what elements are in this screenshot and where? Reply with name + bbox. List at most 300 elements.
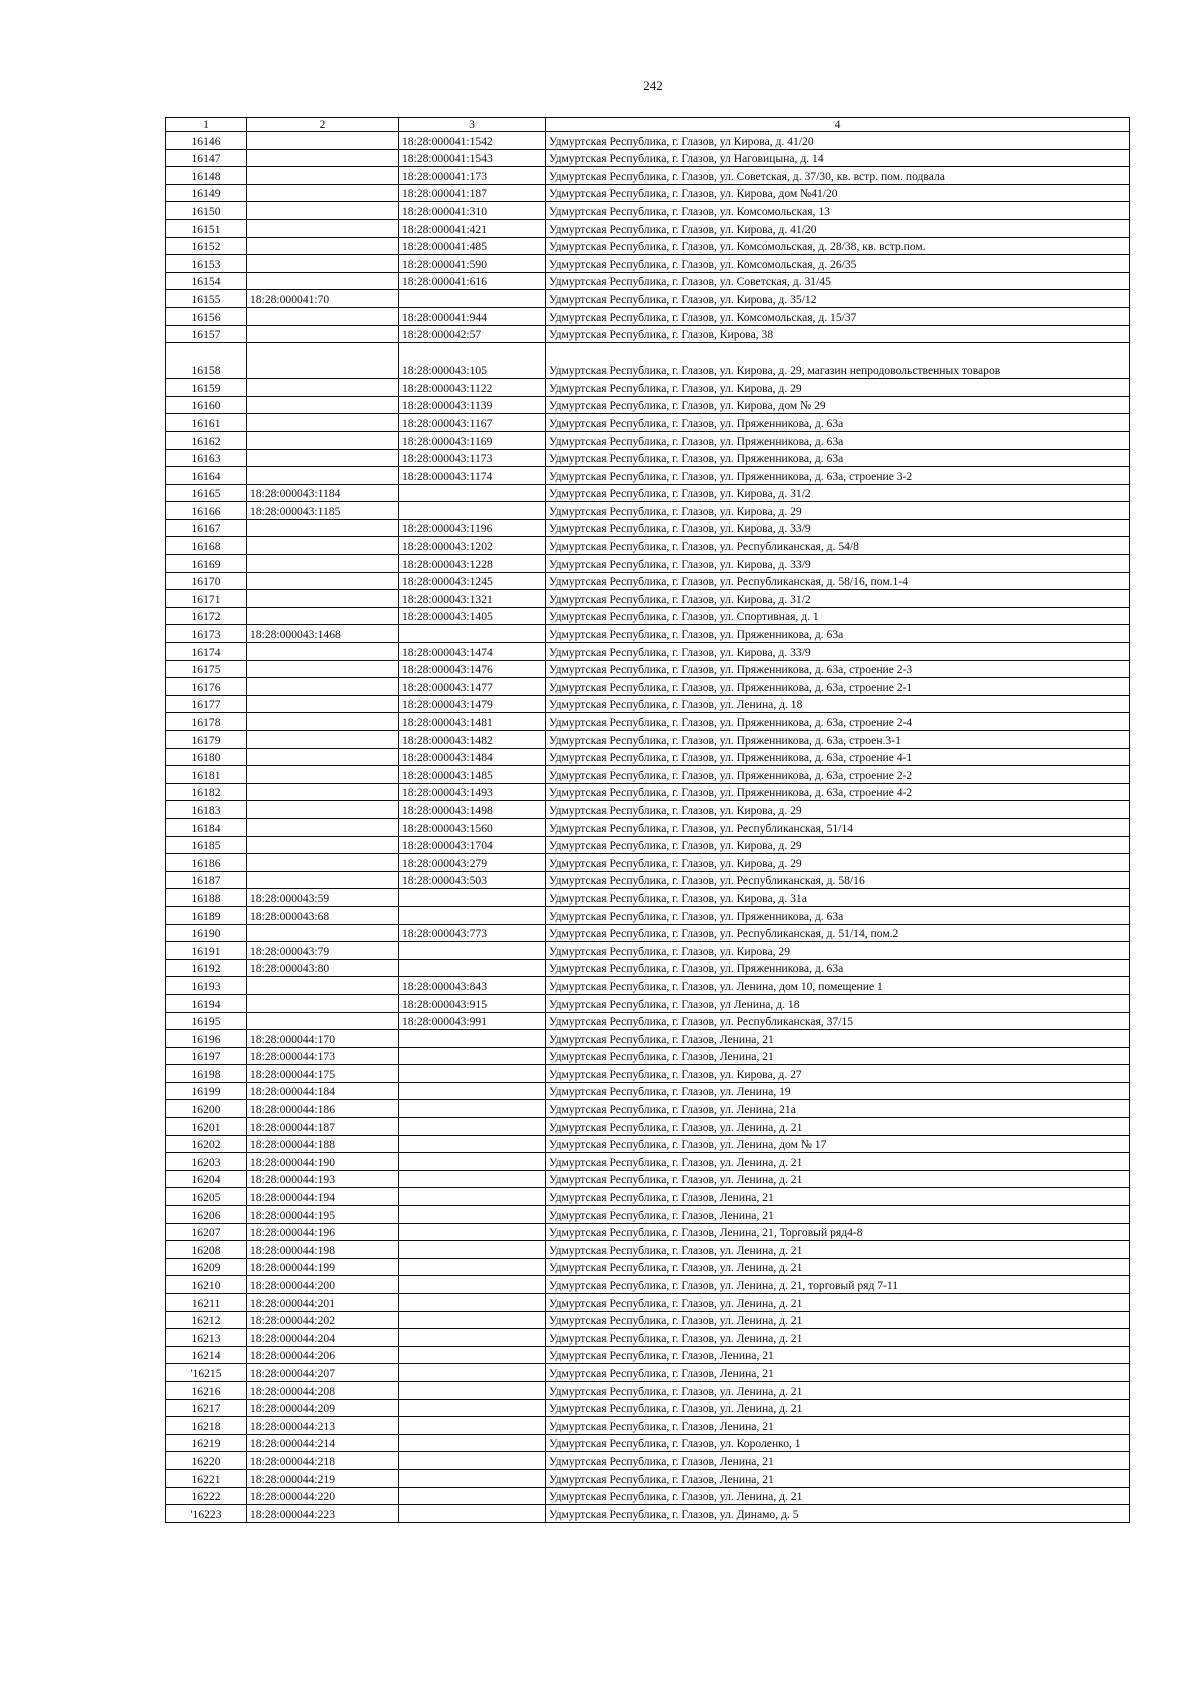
row-number: 16195 [166,1012,247,1030]
cadastral-number-col2: 18:28:000044:190 [247,1153,399,1171]
cadastral-number-col3 [399,1276,546,1294]
cadastral-number-col2 [247,818,399,836]
row-number: 16208 [166,1241,247,1259]
address: Удмуртская Республика, г. Глазов, ул Кирова, д. 41/20 [546,132,1130,150]
cadastral-number-col3: 18:28:000043:1479 [399,695,546,713]
address: Удмуртская Республика, г. Глазов, ул. Комсомольская, д. 28/38, кв. встр.пом. [546,237,1130,255]
cadastral-number-col3 [399,1030,546,1048]
table-row [166,1329,1130,1347]
row-number: 16192 [166,959,247,977]
cadastral-number-col2 [247,924,399,942]
address: Удмуртская Республика, г. Глазов, ул. Пряженникова, д. 63а [546,414,1130,432]
table-row [166,449,1130,467]
row-number: 16218 [166,1417,247,1435]
row-number: 16153 [166,255,247,273]
cadastral-number-col2: 18:28:000044:196 [247,1223,399,1241]
table-row [166,1311,1130,1329]
cadastral-number-col3 [399,942,546,960]
address: Удмуртская Республика, г. Глазов, ул. Ленина, д. 21 [546,1170,1130,1188]
row-number: 16162 [166,431,247,449]
address: Удмуртская Республика, г. Глазов, ул. Кирова, д. 35/12 [546,290,1130,308]
address: Удмуртская Республика, г. Глазов, ул. Кирова, д. 29 [546,836,1130,854]
address: Удмуртская Республика, г. Глазов, ул. Пряженникова, д. 63а [546,625,1130,643]
address: Удмуртская Республика, г. Глазов, ул. Кирова, д. 41/20 [546,219,1130,237]
cadastral-number-col3: 18:28:000043:915 [399,994,546,1012]
row-number: 16193 [166,977,247,995]
address: Удмуртская Республика, г. Глазов, ул. Пряженникова, д. 63а, строен.3-1 [546,731,1130,749]
table-row [166,1082,1130,1100]
row-number: '16215 [166,1364,247,1382]
table-row [166,783,1130,801]
cadastral-number-col3 [399,484,546,502]
table-row [166,1012,1130,1030]
row-number: 16170 [166,572,247,590]
address: Удмуртская Республика, г. Глазов, ул. Пряженникова, д. 63а, строение 2-1 [546,678,1130,696]
address: Удмуртская Республика, г. Глазов, ул. Кирова, д. 31/2 [546,484,1130,502]
address: Удмуртская Республика, г. Глазов, ул. Ленина, дом 10, помещение 1 [546,977,1130,995]
table-row [166,149,1130,167]
cadastral-number-col3 [399,1311,546,1329]
table-row [166,977,1130,995]
cadastral-number-col2 [247,219,399,237]
row-number: 16220 [166,1452,247,1470]
address: Удмуртская Республика, г. Глазов, ул. Кирова, д. 33/9 [546,519,1130,537]
cadastral-number-col2 [247,854,399,872]
cadastral-number-col2: 18:28:000043:79 [247,942,399,960]
cadastral-number-col3: 18:28:000043:1704 [399,836,546,854]
address: Удмуртская Республика, г. Глазов, ул. Республиканская, д. 54/8 [546,537,1130,555]
cadastral-number-col2 [247,836,399,854]
register-table [165,117,1130,1523]
row-number: 16217 [166,1399,247,1417]
table-row [166,1417,1130,1435]
row-number: 16163 [166,449,247,467]
address: Удмуртская Республика, г. Глазов, ул. Кирова, дом № 29 [546,396,1130,414]
table-header [166,118,1130,132]
row-number: 16197 [166,1047,247,1065]
cadastral-number-col3 [399,1329,546,1347]
row-number: 16181 [166,766,247,784]
table-row [166,1170,1130,1188]
cadastral-number-col2: 18:28:000044:223 [247,1505,399,1523]
table-row [166,184,1130,202]
cadastral-number-col3 [399,1241,546,1259]
row-number: 16186 [166,854,247,872]
cadastral-number-col3: 18:28:000043:1560 [399,818,546,836]
row-number: 16214 [166,1346,247,1364]
row-number: 16155 [166,290,247,308]
address: Удмуртская Республика, г. Глазов, ул. Пряженникова, д. 63а, строение 3-2 [546,467,1130,485]
table-row [166,1346,1130,1364]
table-row [166,272,1130,290]
cadastral-number-col3: 18:28:000043:1476 [399,660,546,678]
cadastral-number-col3 [399,1153,546,1171]
cadastral-number-col3: 18:28:000043:1484 [399,748,546,766]
address: Удмуртская Республика, г. Глазов, ул. Ленина, д. 21 [546,1399,1130,1417]
address: Удмуртская Республика, г. Глазов, ул. Кирова, дом №41/20 [546,184,1130,202]
column-header-number: 1 [166,118,247,132]
cadastral-number-col2: 18:28:000044:201 [247,1294,399,1312]
address: Удмуртская Республика, г. Глазов, ул. Пряженникова, д. 63а [546,431,1130,449]
cadastral-number-col3: 18:28:000043:105 [399,343,546,379]
cadastral-number-col2 [247,237,399,255]
address: Удмуртская Республика, г. Глазов, ул. Республиканская, д. 58/16, пом.1-4 [546,572,1130,590]
cadastral-number-col3 [399,1100,546,1118]
row-number: 16185 [166,836,247,854]
row-number: 16202 [166,1135,247,1153]
address: Удмуртская Республика, г. Глазов, Ленина, 21 [546,1417,1130,1435]
cadastral-number-col3 [399,1505,546,1523]
table-row [166,1188,1130,1206]
cadastral-number-col3 [399,1364,546,1382]
address: Удмуртская Республика, г. Глазов, Ленина, 21 [546,1030,1130,1048]
cadastral-number-col2: 18:28:000044:200 [247,1276,399,1294]
cadastral-number-col3 [399,959,546,977]
cadastral-number-col3 [399,1223,546,1241]
table-row [166,871,1130,889]
row-number: 16176 [166,678,247,696]
address: Удмуртская Республика, г. Глазов, ул. Пряженникова, д. 63а [546,959,1130,977]
table-row [166,1399,1130,1417]
cadastral-number-col3: 18:28:000043:1321 [399,590,546,608]
cadastral-number-col2 [247,643,399,661]
row-number: 16188 [166,889,247,907]
row-number: '16223 [166,1505,247,1523]
cadastral-number-col2: 18:28:000043:68 [247,906,399,924]
table-row [166,607,1130,625]
row-number: 16221 [166,1469,247,1487]
row-number: 16174 [166,643,247,661]
row-number: 16198 [166,1065,247,1083]
row-number: 16171 [166,590,247,608]
address: Удмуртская Республика, г. Глазов, Кирова, 38 [546,325,1130,343]
cadastral-number-col2: 18:28:000044:213 [247,1417,399,1435]
row-number: 16216 [166,1381,247,1399]
cadastral-number-col3: 18:28:000043:1482 [399,731,546,749]
cadastral-number-col3 [399,1082,546,1100]
address: Удмуртская Республика, г. Глазов, ул. Пряженникова, д. 63а, строение 2-2 [546,766,1130,784]
table-row [166,1047,1130,1065]
address: Удмуртская Республика, г. Глазов, ул. Советская, д. 37/30, кв. встр. пом. подвала [546,167,1130,185]
address: Удмуртская Республика, г. Глазов, ул. Кирова, д. 29 [546,854,1130,872]
address: Удмуртская Республика, г. Глазов, ул. Ленина, д. 21 [546,1118,1130,1136]
cadastral-number-col2: 18:28:000044:186 [247,1100,399,1118]
cadastral-number-col3: 18:28:000043:1139 [399,396,546,414]
cadastral-number-col3: 18:28:000043:1228 [399,555,546,573]
table-body [166,132,1130,1523]
table-row [166,1434,1130,1452]
address: Удмуртская Республика, г. Глазов, ул. Ленина, д. 21 [546,1294,1130,1312]
address: Удмуртская Республика, г. Глазов, ул Ленина, д. 18 [546,994,1130,1012]
address: Удмуртская Республика, г. Глазов, ул. Пряженникова, д. 63а, строение 4-1 [546,748,1130,766]
table-row [166,1241,1130,1259]
table-row [166,255,1130,273]
row-number: 16212 [166,1311,247,1329]
address: Удмуртская Республика, г. Глазов, Ленина, 21 [546,1346,1130,1364]
cadastral-number-col3: 18:28:000043:1169 [399,431,546,449]
address: Удмуртская Республика, г. Глазов, ул. Республиканская, 51/14 [546,818,1130,836]
address: Удмуртская Республика, г. Глазов, ул. Пряженникова, д. 63а [546,906,1130,924]
row-number: 16209 [166,1258,247,1276]
cadastral-number-col2 [247,449,399,467]
cadastral-number-col2 [247,977,399,995]
cadastral-number-col3: 18:28:000043:1173 [399,449,546,467]
cadastral-number-col2: 18:28:000044:198 [247,1241,399,1259]
address: Удмуртская Республика, г. Глазов, ул. Ленина, д. 21, торговый ряд 7-11 [546,1276,1130,1294]
cadastral-number-col2 [247,607,399,625]
cadastral-number-col2: 18:28:000044:207 [247,1364,399,1382]
cadastral-number-col3 [399,1188,546,1206]
cadastral-number-col2 [247,167,399,185]
address: Удмуртская Республика, г. Глазов, ул. Республиканская, 37/15 [546,1012,1130,1030]
column-header-cadastral-1: 2 [247,118,399,132]
cadastral-number-col3 [399,1135,546,1153]
address: Удмуртская Республика, г. Глазов, ул. Ленина, 19 [546,1082,1130,1100]
cadastral-number-col2 [247,149,399,167]
row-number: 16158 [166,343,247,379]
cadastral-number-col2 [247,184,399,202]
address: Удмуртская Республика, г. Глазов, ул. Кирова, д. 33/9 [546,555,1130,573]
address: Удмуртская Республика, г. Глазов, ул. Кирова, д. 29 [546,502,1130,520]
row-number: 16167 [166,519,247,537]
table-row [166,1364,1130,1382]
row-number: 16222 [166,1487,247,1505]
table-row [166,396,1130,414]
cadastral-number-col3 [399,906,546,924]
table-row [166,1258,1130,1276]
column-header-cadastral-2: 3 [399,118,546,132]
cadastral-number-col3: 18:28:000043:1174 [399,467,546,485]
cadastral-number-col3: 18:28:000043:1122 [399,379,546,397]
row-number: 16169 [166,555,247,573]
table-row [166,379,1130,397]
table-row [166,625,1130,643]
cadastral-number-col2 [247,379,399,397]
table-row [166,1065,1130,1083]
cadastral-number-col2: 18:28:000041:70 [247,290,399,308]
row-number: 16200 [166,1100,247,1118]
row-number: 16213 [166,1329,247,1347]
table-row [166,325,1130,343]
cadastral-number-col2: 18:28:000044:195 [247,1206,399,1224]
table-row [166,1452,1130,1470]
table-row [166,590,1130,608]
table-row [166,537,1130,555]
cadastral-number-col3: 18:28:000043:1405 [399,607,546,625]
cadastral-number-col2 [247,396,399,414]
row-number: 16183 [166,801,247,819]
cadastral-number-col2 [247,431,399,449]
address: Удмуртская Республика, г. Глазов, ул. Пряженникова, д. 63а [546,449,1130,467]
address: Удмуртская Республика, г. Глазов, ул. Ленина, д. 21 [546,1381,1130,1399]
cadastral-number-col3 [399,625,546,643]
cadastral-number-col2: 18:28:000044:204 [247,1329,399,1347]
table-row [166,678,1130,696]
row-number: 16187 [166,871,247,889]
table-row [166,1487,1130,1505]
table-row [166,713,1130,731]
cadastral-number-col3: 18:28:000043:843 [399,977,546,995]
cadastral-number-col3 [399,1065,546,1083]
cadastral-number-col2: 18:28:000044:218 [247,1452,399,1470]
cadastral-number-col2 [247,590,399,608]
row-number: 16182 [166,783,247,801]
address: Удмуртская Республика, г. Глазов, ул. Советская, д. 31/45 [546,272,1130,290]
table-row [166,132,1130,150]
cadastral-number-col2 [247,414,399,432]
address: Удмуртская Республика, г. Глазов, ул. Кирова, д. 29 [546,801,1130,819]
cadastral-number-col2 [247,325,399,343]
cadastral-number-col3 [399,1047,546,1065]
row-number: 16166 [166,502,247,520]
address: Удмуртская Республика, г. Глазов, Ленина, 21 [546,1047,1130,1065]
row-number: 16196 [166,1030,247,1048]
address: Удмуртская Республика, г. Глазов, ул. Ленина, дом № 17 [546,1135,1130,1153]
cadastral-number-col2: 18:28:000044:208 [247,1381,399,1399]
cadastral-number-col2 [247,678,399,696]
cadastral-number-col3: 18:28:000043:1498 [399,801,546,819]
cadastral-number-col2: 18:28:000044:173 [247,1047,399,1065]
row-number: 16159 [166,379,247,397]
address: Удмуртская Республика, г. Глазов, ул. Пряженникова, д. 63а, строение 2-3 [546,660,1130,678]
row-number: 16207 [166,1223,247,1241]
address: Удмуртская Республика, г. Глазов, Ленина, 21 [546,1188,1130,1206]
address: Удмуртская Республика, г. Глазов, ул. Ленина, д. 21 [546,1258,1130,1276]
table-row [166,484,1130,502]
cadastral-number-col3: 18:28:000043:991 [399,1012,546,1030]
cadastral-number-col2 [247,695,399,713]
cadastral-number-col2: 18:28:000044:209 [247,1399,399,1417]
address: Удмуртская Республика, г. Глазов, ул. Ленина, д. 18 [546,695,1130,713]
cadastral-number-col3: 18:28:000043:279 [399,854,546,872]
table-row [166,695,1130,713]
table-row [166,1276,1130,1294]
table-row [166,1469,1130,1487]
table-row [166,502,1130,520]
row-number: 16177 [166,695,247,713]
address: Удмуртская Республика, г. Глазов, ул. Динамо, д. 5 [546,1505,1130,1523]
cadastral-number-col2 [247,467,399,485]
row-number: 16172 [166,607,247,625]
row-number: 16203 [166,1153,247,1171]
cadastral-number-col2 [247,783,399,801]
cadastral-number-col3 [399,290,546,308]
row-number: 16148 [166,167,247,185]
cadastral-number-col3: 18:28:000041:310 [399,202,546,220]
row-number: 16175 [166,660,247,678]
cadastral-number-col3: 18:28:000042:57 [399,325,546,343]
row-number: 16150 [166,202,247,220]
cadastral-number-col3: 18:28:000043:1481 [399,713,546,731]
cadastral-number-col2 [247,572,399,590]
cadastral-number-col2: 18:28:000044:194 [247,1188,399,1206]
row-number: 16189 [166,906,247,924]
address: Удмуртская Республика, г. Глазов, Ленина, 21, Торговый ряд4-8 [546,1223,1130,1241]
address: Удмуртская Республика, г. Глазов, ул. Ленина, д. 21 [546,1241,1130,1259]
address: Удмуртская Республика, г. Глазов, ул. Кирова, д. 31а [546,889,1130,907]
row-number: 16184 [166,818,247,836]
row-number: 16154 [166,272,247,290]
cadastral-number-col3 [399,1434,546,1452]
table-row [166,854,1130,872]
cadastral-number-col2: 18:28:000043:1468 [247,625,399,643]
table-row [166,202,1130,220]
row-number: 16173 [166,625,247,643]
row-number: 16152 [166,237,247,255]
table-row [166,431,1130,449]
row-number: 16179 [166,731,247,749]
table-row [166,942,1130,960]
table-row [166,519,1130,537]
cadastral-number-col3 [399,1118,546,1136]
table-row [166,1223,1130,1241]
table-row [166,924,1130,942]
address: Удмуртская Республика, г. Глазов, ул. Кирова, 29 [546,942,1130,960]
cadastral-number-col3: 18:28:000043:503 [399,871,546,889]
cadastral-number-col2: 18:28:000044:202 [247,1311,399,1329]
table-row [166,836,1130,854]
cadastral-number-col3: 18:28:000043:1245 [399,572,546,590]
row-number: 16149 [166,184,247,202]
table-row [166,1135,1130,1153]
header-row [166,118,1130,132]
address: Удмуртская Республика, г. Глазов, ул. Кирова, д. 29 [546,379,1130,397]
cadastral-number-col3 [399,1452,546,1470]
address: Удмуртская Республика, г. Глазов, ул. Спортивная, д. 1 [546,607,1130,625]
address: Удмуртская Республика, г. Глазов, ул. Комсомольская, д. 15/37 [546,307,1130,325]
row-number: 16151 [166,219,247,237]
table-row [166,766,1130,784]
cadastral-number-col2 [247,713,399,731]
table-row [166,414,1130,432]
row-number: 16180 [166,748,247,766]
row-number: 16157 [166,325,247,343]
address: Удмуртская Республика, г. Глазов, ул. Комсомольская, 13 [546,202,1130,220]
row-number: 16168 [166,537,247,555]
table-row [166,906,1130,924]
table-row [166,801,1130,819]
cadastral-number-col2: 18:28:000044:193 [247,1170,399,1188]
cadastral-number-col2: 18:28:000044:206 [247,1346,399,1364]
address: Удмуртская Республика, г. Глазов, ул. Ленина, д. 21 [546,1487,1130,1505]
cadastral-number-col3 [399,502,546,520]
cadastral-number-col3: 18:28:000043:1202 [399,537,546,555]
cadastral-number-col3: 18:28:000041:187 [399,184,546,202]
cadastral-number-col3: 18:28:000041:173 [399,167,546,185]
cadastral-number-col2: 18:28:000043:1185 [247,502,399,520]
cadastral-number-col2 [247,132,399,150]
address: Удмуртская Республика, г. Глазов, Ленина, 21 [546,1469,1130,1487]
cadastral-number-col3: 18:28:000041:1543 [399,149,546,167]
row-number: 16211 [166,1294,247,1312]
cadastral-number-col3: 18:28:000043:1485 [399,766,546,784]
cadastral-number-col2 [247,255,399,273]
cadastral-number-col2 [247,307,399,325]
cadastral-number-col2 [247,202,399,220]
row-number: 16204 [166,1170,247,1188]
page-number: 242 [643,78,663,93]
table-row [166,731,1130,749]
row-number: 16165 [166,484,247,502]
cadastral-number-col3: 18:28:000043:1474 [399,643,546,661]
cadastral-number-col2 [247,1012,399,1030]
cadastral-number-col2 [247,555,399,573]
row-number: 16191 [166,942,247,960]
cadastral-number-col3 [399,889,546,907]
address: Удмуртская Республика, г. Глазов, ул. Республиканская, д. 58/16 [546,871,1130,889]
cadastral-number-col3: 18:28:000043:1167 [399,414,546,432]
table-row [166,889,1130,907]
